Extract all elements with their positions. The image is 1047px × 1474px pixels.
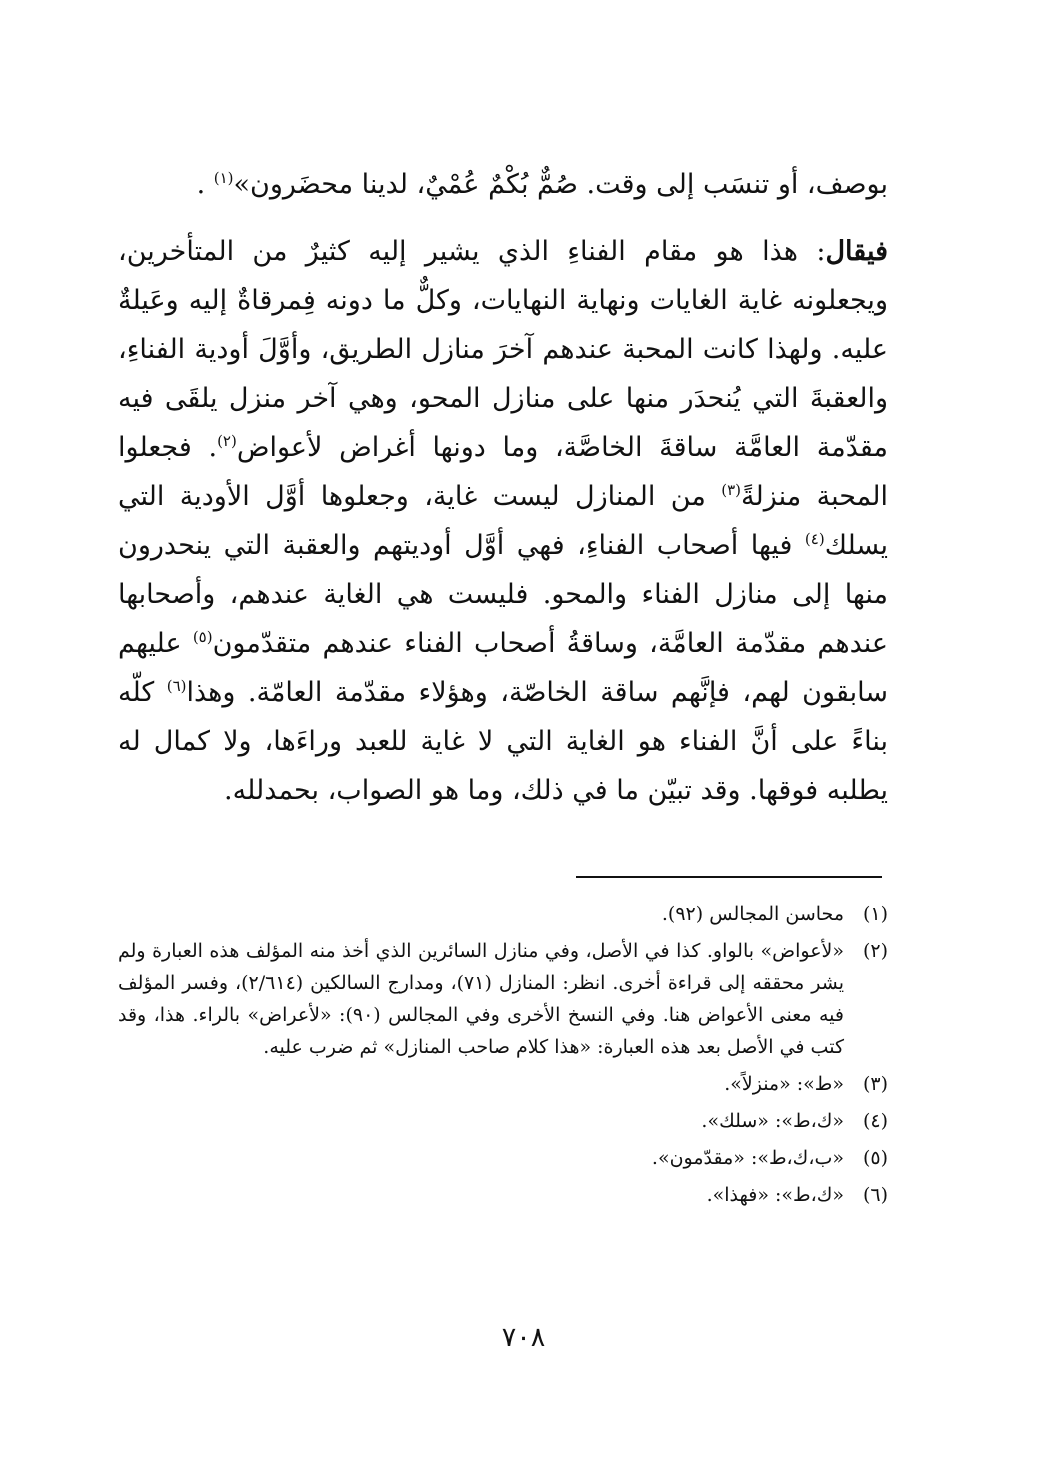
paragraph-tail: . — [196, 169, 214, 200]
footnote-1 — [118, 898, 888, 930]
paragraph-text: بوصف، أو تنسَب إلى وقت. صُمٌّ بُكْمٌ عُمْيٌ، لدينا محضَرون» — [233, 169, 888, 200]
footnote-ref-4[interactable]: (٤) — [804, 530, 825, 548]
footnote-3 — [118, 1068, 888, 1100]
footnote-text: «ب،ك،ط»: «مقدّمون». — [651, 1147, 844, 1169]
footnote-number: (٥) — [862, 1147, 888, 1169]
paragraph-segment: . فجعلوا المحبة منزلةً — [118, 432, 888, 512]
first-paragraph — [118, 160, 888, 209]
paragraph-segment: من المنازل ليست غاية، وجعلوها أوَّل الأودية التي يسلك — [118, 481, 888, 561]
footnote-text: «لأعواض» بالواو. كذا في الأصل، وفي منازل السائرين الذي أخذ منه المؤلف هذه العبارة ولم يشر محققه إلى قراءة أخرى. انظر: المنازل (٧١)، ومدارج السالكين (٢/٦١٤)، وفسر المؤلف فيه معنى الأعواض هنا. وفي النسخ الأخرى وفي المجالس (٩٠): «لأعراض» بالراء. هذا، وقد كتب في الأصل بعد هذه العبارة: «هذا كلام صاحب المنازل» ثم ضرب عليه. — [118, 940, 844, 1058]
footnote-4 — [118, 1105, 888, 1137]
footnote-ref-1[interactable]: (١) — [213, 169, 234, 187]
paragraph-segment: فيها أصحاب الفناءِ، فهي أوَّل أوديتهم والعقبة التي ينحدرون منها إلى منازل الفناء والمحو. فليست هي الغاية عندهم، وأصحابها عندهم مقدّمة العامَّة، وساقةُ أصحاب الفناء عندهم متقدّمون — [118, 530, 888, 659]
footnote-5 — [118, 1142, 888, 1174]
footnote-number: (٤) — [862, 1110, 888, 1132]
footnote-number: (٦) — [862, 1184, 888, 1206]
footnote-text: «ك،ط»: «سلك». — [701, 1110, 844, 1132]
footnote-text: «ك،ط»: «فهذا». — [706, 1184, 844, 1206]
footnote-text: «ط»: «منزلاً». — [724, 1073, 844, 1095]
paragraph-segment: كلّه بناءً على أنَّ الفناء هو الغاية التي لا غاية للعبد وراءَها، ولا كمال له يطلبه فوقها. وقد تبيّن ما في ذلك، وما هو الصواب، بحمدلله. — [118, 677, 888, 806]
footnote-2 — [118, 935, 888, 1063]
footnote-number: (٣) — [862, 1073, 888, 1095]
paragraph-segment: : هذا هو مقام الفناءِ الذي يشير إليه كثيرٌ من المتأخرين، ويجعلونه غاية الغايات ونهاية النهايات، وكلٌّ ما دونه فِمرقاةٌ إليه وعَيلةٌ عليه. ولهذا كانت المحبة عندهم آخرَ منازل الطريق، وأوَّلَ أودية الفناءِ، والعقبةَ التي يُنحدَر منها على منازل المحو، وهي آخر منزل يلقَى فيه مقدّمة العامَّة ساقةَ الخاصَّة، وما دونها أغراض لأعواض — [118, 236, 888, 463]
main-text — [118, 160, 888, 815]
footnote-divider — [576, 876, 882, 878]
footnote-6 — [118, 1179, 888, 1211]
footnote-number: (١) — [862, 903, 888, 925]
footnote-ref-5[interactable]: (٥) — [192, 628, 213, 646]
footnote-text: محاسن المجالس (٩٢). — [661, 903, 844, 925]
page-number: ٧٠٨ — [501, 1322, 546, 1353]
footnotes — [118, 898, 888, 1216]
lead-word: فيقال — [825, 236, 888, 267]
footnote-ref-6[interactable]: (٦) — [166, 677, 187, 695]
footnote-ref-2[interactable]: (٢) — [217, 432, 237, 450]
footnote-ref-3[interactable]: (٣) — [721, 481, 741, 499]
paragraph-segment: عليهم سابقون لهم، فإنَّهم ساقة الخاصّة، وهؤلاء مقدّمة العامّة. وهذا — [118, 628, 888, 708]
second-paragraph — [118, 227, 888, 815]
footnote-number: (٢) — [862, 940, 888, 962]
